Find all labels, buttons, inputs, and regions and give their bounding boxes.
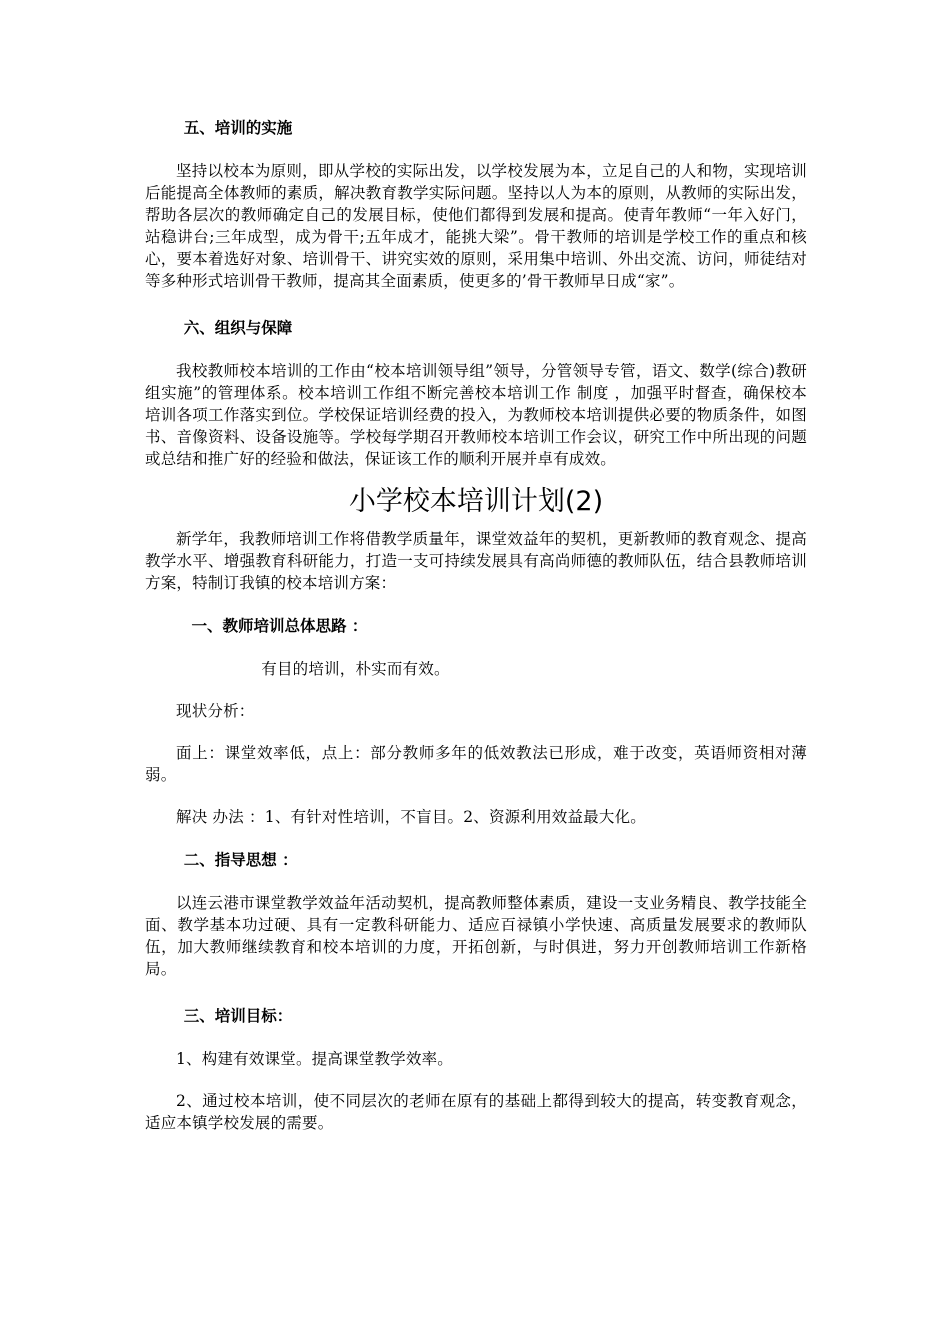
- section5-heading: 五、培训的实施: [183, 119, 293, 137]
- document-content: [145, 108, 807, 1134]
- part1-line1: 有目的培训，朴实而有效。: [261, 660, 450, 678]
- section6-body: 我校教师校本培训的工作由“校本培训领导组”领导，分管领导专管，语文、数学(综合)教研组实施”的管理体系。校本培训工作组不断完善校本培训工作 制度 ，加强平时督查，确保校本培训各项工作落实到位。学校保证培训经费的投入，为教师校本培训提供必要的物质条件，如图书、音像资料、设备设施等。学校每学期召开教师校本培训工作会议，研究工作中所出现的问题或总结和推广好的经验和做法，保证该工作的顺利开展并卓有成效。: [145, 362, 807, 468]
- document-title: 小学校本培训计划(2): [348, 486, 604, 517]
- part2-heading: 二、指导思想 ：: [183, 851, 298, 869]
- part1-line2: 现状分析：: [176, 702, 255, 720]
- part3-item1: 1、构建有效课堂。提高课堂教学效率。: [176, 1050, 453, 1068]
- part3-item2: 2、通过校本培训，使不同层次的老师在原有的基础上都得到较大的提高，转变教育观念，适应本镇学校发展的需要。: [145, 1092, 807, 1132]
- part1-heading: 一、教师培训总体思路 ：: [191, 617, 368, 635]
- part3-heading: 三、培训目标：: [183, 1007, 293, 1025]
- part2-body: 以连云港市课堂教学效益年活动契机，提高教师整体素质，建设一支业务精良、教学技能全面、教学基本功过硬、具有一定教科研能力、适应百禄镇小学快速、高质量发展要求的教师队伍，加大教师继续教育和校本培训的力度，开拓创新，与时俱进，努力开创教师培训工作新格局。: [145, 894, 807, 978]
- part1-line3: 面上：课堂效率低，点上：部分教师多年的低效教法已形成，难于改变，英语师资相对薄弱。: [145, 744, 807, 784]
- section5-body: 坚持以校本为原则，即从学校的实际出发，以学校发展为本，立足自己的人和物，实现培训后能提高全体教师的素质，解决教育教学实际问题。坚持以人为本的原则，从教师的实际出发，帮助各层次的教师确定自己的发展目标，使他们都得到发展和提高。使青年教师“一年入好门，站稳讲台;三年成型，成为骨干;五年成才，能挑大梁”。骨干教师的培训是学校工作的重点和核心，要本着选好对象、培训骨干、讲究实效的原则，采用集中培训、外出交流、访问，师徒结对等多种形式培训骨干教师，提高其全面素质，使更多的’骨干教师早日成“家”。: [145, 162, 807, 290]
- section6-heading: 六、组织与保障: [183, 319, 293, 337]
- intro-paragraph: 新学年，我教师培训工作将借教学质量年，课堂效益年的契机，更新教师的教育观念、提高教学水平、增强教育科研能力，打造一支可持续发展具有高尚师德的教师队伍，结合县教师培训方案，特制订我镇的校本培训方案：: [145, 530, 807, 592]
- part1-line4: 解决 办法 ：1、有针对性培训，不盲目。2、资源利用效益最大化。: [176, 808, 646, 826]
